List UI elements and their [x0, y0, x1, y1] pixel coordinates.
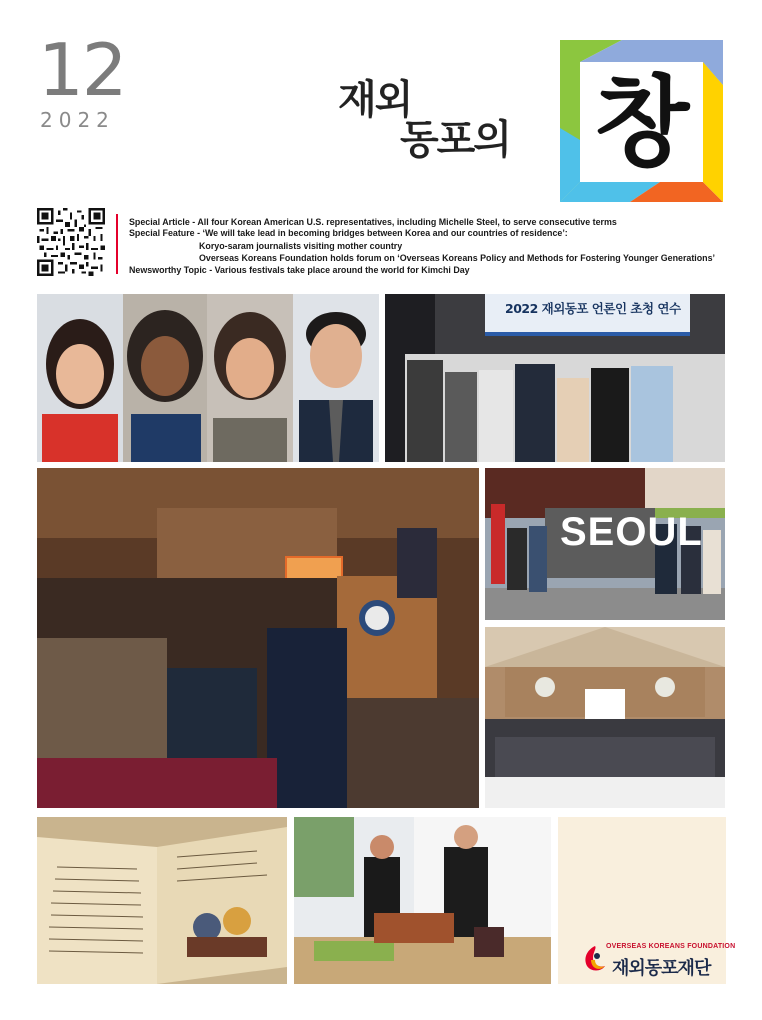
photo-representatives: [37, 294, 379, 462]
article-newsworthy-topic[interactable]: Newsworthy Topic - Various festivals take place around the world for Kimchi Day: [129, 265, 470, 275]
article-divider: [116, 214, 118, 274]
foundation-emblem-icon: [581, 944, 609, 974]
photo-kimchi-festival: [485, 627, 725, 808]
photo-illustrated-book: [37, 817, 287, 984]
seoul-sign-text: SEOUL: [560, 510, 703, 554]
article-special-article[interactable]: Special Article - All four Korean American U.S. representatives, including Michelle Steel, to serve consecutive terms: [129, 217, 617, 227]
photo-banquet: [37, 468, 479, 808]
qr-code[interactable]: [37, 208, 105, 276]
issue-number: 12: [38, 28, 126, 112]
logo-character: 창: [594, 66, 690, 180]
issue-year: 2022: [40, 108, 115, 132]
photo-journalists: [385, 294, 725, 462]
foundation-name-en: OVERSEAS KOREANS FOUNDATION: [606, 943, 736, 950]
article-koryo-saram[interactable]: Koryo-saram journalists visiting mother country: [199, 241, 403, 251]
article-forum[interactable]: Overseas Koreans Foundation holds forum on ‘Overseas Koreans Policy and Methods for Fostering Younger Generations’: [199, 253, 716, 263]
foundation-name-ko: 재외동포재단: [612, 958, 711, 979]
masthead-title-line2: 동포의: [400, 117, 510, 163]
banner-text: 2022 재외동포 언론인 초청 연수: [505, 301, 681, 316]
masthead-title-line1: 재외: [338, 77, 412, 123]
photo-cooking-class: [294, 817, 551, 984]
article-special-feature[interactable]: Special Feature - ‘We will take lead in becoming bridges between Korea and our countries of residence’:: [129, 228, 568, 238]
